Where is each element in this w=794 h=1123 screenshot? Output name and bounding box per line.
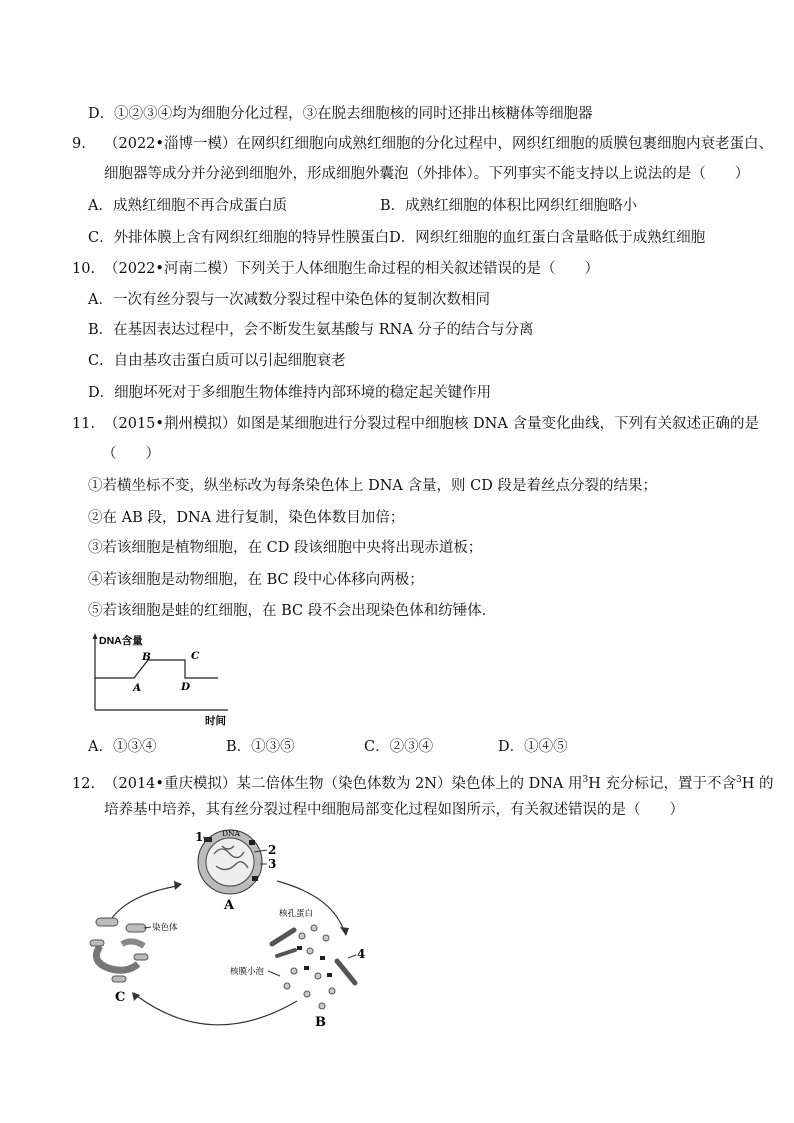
pointer-4 — [348, 955, 356, 958]
label-3: 3 — [268, 857, 277, 871]
q11-option-b: B．①③⑤ — [226, 739, 295, 755]
q10-number: 10. — [72, 261, 96, 277]
chart-xlabel: 时间 — [205, 715, 226, 727]
arrow-head-c — [132, 992, 140, 1001]
q12-stem-text1b: H 充分标记，置于不含 — [588, 775, 736, 792]
pointer-vesicle — [268, 971, 280, 976]
q10-stem — [72, 259, 599, 279]
label-dna: DNA — [222, 829, 240, 838]
q12-stem-text1c: H 的 — [741, 775, 774, 792]
q10-option-c: C．自由基攻击蛋白质可以引起细胞衰老 — [88, 353, 346, 369]
q12-stem-line1 — [72, 770, 773, 794]
label-a: A — [224, 898, 235, 913]
q9-option-a: A．成熟红细胞不再合成蛋白质 — [88, 198, 287, 214]
label-pore-protein: 核孔蛋白 — [279, 909, 314, 919]
q12-stem-line2: 培养基中培养，其有丝分裂过程中细胞局部变化过程如图所示，有关叙述错误的是（ ） — [104, 802, 684, 818]
q12-number: 12. — [72, 775, 96, 792]
arrow-head-a — [174, 881, 182, 890]
dna-content-chart — [88, 632, 238, 732]
label-4: 4 — [357, 947, 366, 961]
chart-point-c: C — [191, 650, 200, 662]
stage-c-chromosomes — [90, 918, 148, 982]
label-b: B — [315, 1015, 326, 1030]
q9-stem-line2: 细胞器等成分并分泌到细胞外，形成细胞外囊泡（外排体）。下列事实不能支持以上说法的是（ ） — [104, 166, 750, 182]
stage-b-fragments — [272, 925, 355, 1009]
q11-statement-3: ③若该细胞是植物细胞，在 CD 段该细胞中央将出现赤道板； — [88, 540, 483, 556]
q11-stem-line2: （ ） — [102, 446, 160, 462]
dna-curve — [95, 660, 218, 678]
q11-stem-line1 — [72, 414, 759, 434]
chart-ylabel: DNA含量 — [99, 635, 143, 647]
q9-option-cd: C．外排体膜上含有网织红细胞的特异性膜蛋白D．网织红细胞的血红蛋白含量略低于成熟红细胞 — [88, 230, 706, 246]
q10-option-d: D．细胞坏死对于多细胞生物体维持内部环境的稳定起关键作用 — [88, 385, 492, 401]
q11-statement-4: ④若该细胞是动物细胞，在 BC 段中心体移向两极； — [88, 572, 424, 588]
q12-stem-text1a: （2014•重庆模拟）某二倍体生物（染色体数为 2N）染色体上的 DNA 用 — [104, 775, 583, 792]
arrow-head-b — [340, 927, 349, 936]
chart-point-b: B — [142, 651, 151, 663]
q9-option-b: B．成熟红细胞的体积比网织红细胞略小 — [380, 198, 638, 214]
q9-stem-line1 — [72, 134, 773, 154]
q10-option-a: A．一次有丝分裂与一次减数分裂过程中染色体的复制次数相同 — [88, 292, 490, 308]
label-chromosome: 染色体 — [152, 923, 178, 933]
nuclear-envelope-diagram — [82, 826, 382, 1036]
q12-superscript-1: 3 — [582, 775, 589, 785]
q10-stem-text: （2022•河南二模）下列关于人体细胞生命过程的相关叙述错误的是（ ） — [104, 261, 599, 277]
q8-option-d: D．①②③④均为细胞分化过程，③在脱去细胞核的同时还排出核糖体等细胞器 — [88, 106, 593, 122]
q10-option-b: B．在基因表达过程中，会不断发生氨基酸与 RNA 分子的结合与分离 — [88, 322, 534, 338]
q11-stem-text: （2015•荆州模拟）如图是某细胞进行分裂过程中细胞核 DNA 含量变化曲线，下列有关叙述正确的是 — [104, 416, 759, 432]
q11-option-d: D．①④⑤ — [498, 739, 568, 755]
label-c: C — [115, 990, 126, 1005]
label-vesicle: 核膜小泡 — [230, 967, 265, 977]
q11-option-a: A．①③④ — [88, 739, 157, 755]
q11-number: 11. — [72, 416, 96, 432]
q11-statement-2: ②在 AB 段，DNA 进行复制，染色体数目加倍； — [88, 510, 405, 526]
q12-superscript-2: 3 — [735, 775, 742, 785]
label-2: 2 — [268, 843, 277, 857]
q9-number: 9. — [72, 136, 86, 152]
q11-option-c: C．②③④ — [364, 739, 434, 755]
nucleus-a — [198, 830, 262, 894]
q11-statement-1: ①若横坐标不变，纵坐标改为每条染色体上 DNA 含量，则 CD 段是着丝点分裂的结果； — [88, 478, 657, 494]
chart-point-a: A — [133, 682, 142, 694]
q11-statement-5: ⑤若该细胞是蛙的红细胞，在 BC 段不会出现染色体和纺锤体． — [88, 603, 497, 619]
label-1: 1 — [195, 830, 204, 844]
q9-stem-text1: （2022•淄博一模）在网织红细胞向成熟红细胞的分化过程中，网织红细胞的质膜包裹细胞内衰老蛋白、 — [104, 136, 773, 152]
chart-point-d: D — [181, 681, 191, 693]
